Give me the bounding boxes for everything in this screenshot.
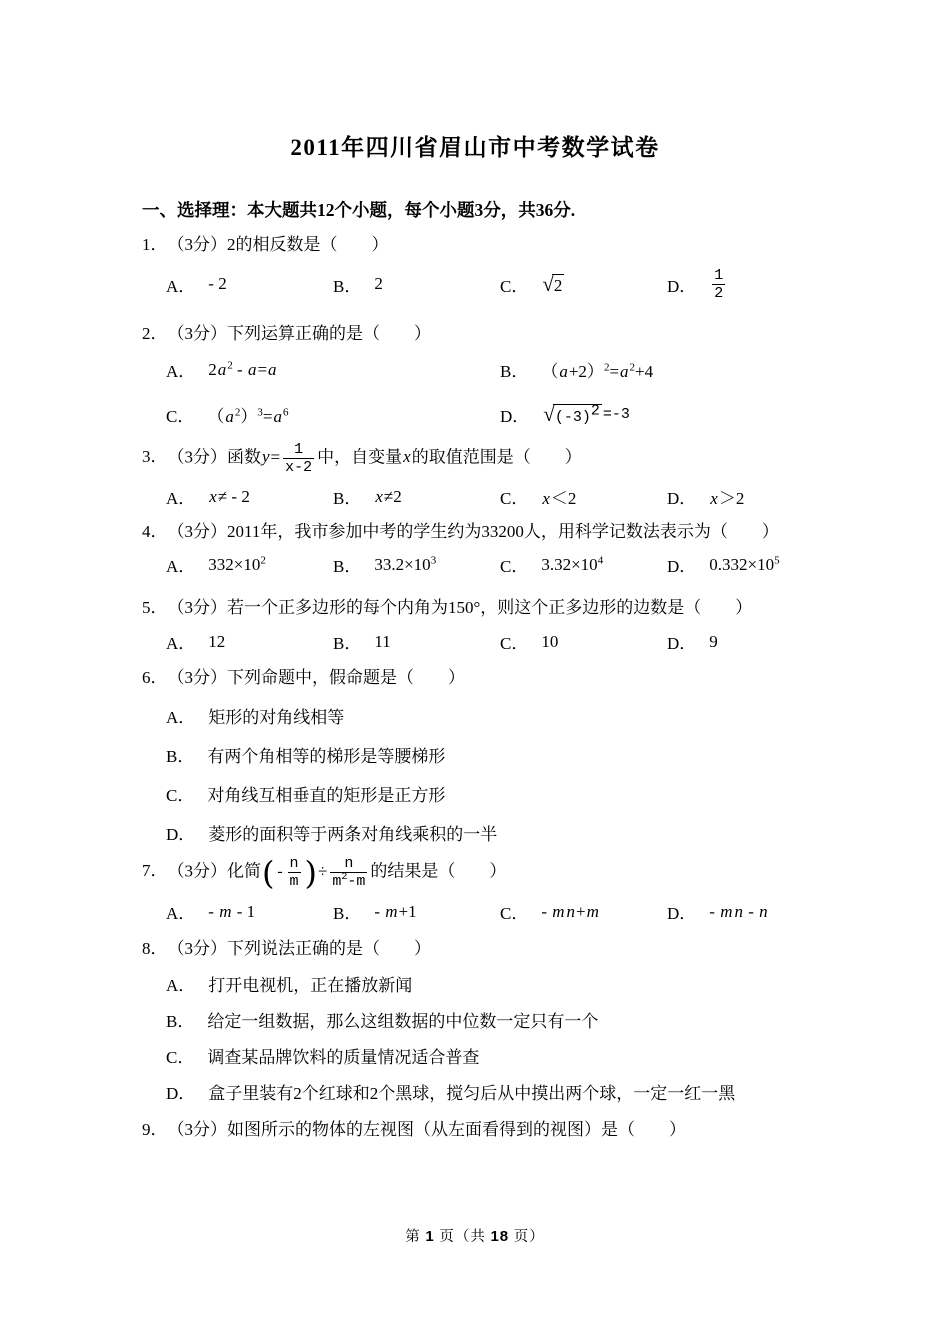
text-span: n [734, 901, 743, 921]
text-span: m [332, 873, 342, 890]
question-number: 8． [142, 939, 168, 958]
option-C [500, 272, 667, 297]
text-span: 2 [629, 361, 636, 374]
text-span: = [262, 407, 273, 426]
option-label: A． [166, 708, 196, 727]
text-span: = [257, 359, 268, 379]
option-label: B． [333, 557, 362, 576]
option-content [208, 632, 225, 652]
text-span: ＞2 [718, 489, 745, 508]
question-stem [142, 233, 870, 256]
text-span: ) [304, 853, 317, 892]
text-span: (-3) [554, 408, 591, 426]
option-A [166, 971, 870, 996]
option-content [541, 357, 653, 382]
question-5 [142, 596, 870, 654]
text-span: ( [262, 853, 275, 892]
question-stem [142, 441, 870, 476]
text-span: n [344, 855, 354, 872]
text-span [283, 441, 314, 458]
option-B [333, 272, 500, 297]
option-B [500, 357, 834, 382]
text-span: - 1 [232, 901, 256, 921]
text-span: x [403, 447, 411, 467]
text-span: - [541, 901, 552, 921]
option-content [541, 632, 558, 652]
page-footer [0, 1225, 950, 1246]
text-span: x [710, 489, 718, 508]
option-content [709, 902, 768, 922]
document-title: 2011年四川省眉山市中考数学试卷 [290, 135, 660, 160]
text-span: 2 [260, 553, 266, 566]
text-span: ） [240, 407, 258, 426]
question-number: 1． [142, 235, 168, 254]
text-span: =-3 [602, 405, 630, 423]
text-span: 2 [553, 275, 563, 295]
footer-prefix: 第 [405, 1229, 426, 1245]
text-span [712, 284, 725, 302]
text-span: （3分）2011年，我市参加中考的学生约为33200人，用科学记数法表示为（ ） [167, 522, 779, 541]
question-list [0, 233, 950, 1141]
text-span: - [275, 864, 285, 882]
option-label: D． [166, 1084, 196, 1103]
option-label: D． [667, 557, 697, 576]
option-content [208, 708, 344, 727]
option-D [500, 402, 834, 427]
option-label: D． [667, 276, 697, 296]
question-number: 6． [142, 668, 168, 687]
text-span: m [289, 873, 299, 890]
option-content [374, 555, 436, 575]
text-span: 6 [282, 406, 289, 419]
option-A [166, 629, 333, 654]
question-7 [142, 855, 870, 924]
option-label: A． [166, 362, 196, 381]
text-span: - [208, 901, 219, 921]
question-number: 3． [142, 447, 168, 467]
text-span: - [232, 359, 247, 379]
question-stem [142, 596, 870, 619]
text-span: 33.2×10 [374, 554, 431, 574]
text-span: ÷ [318, 861, 328, 881]
option-content [374, 487, 401, 507]
option-content [208, 1084, 735, 1103]
text-span: m [586, 901, 599, 921]
option-label: B． [333, 904, 362, 923]
option-A [166, 357, 500, 382]
text-span: + [576, 901, 586, 921]
option-label: C． [500, 904, 529, 923]
text-span: 的结果是（ ） [370, 861, 507, 881]
text-span: = [270, 447, 281, 467]
option-content [208, 487, 250, 507]
text-span: 11 [374, 631, 391, 651]
option-C [166, 402, 500, 427]
option-A [166, 552, 333, 577]
text-span: （ [541, 362, 559, 381]
page-number: 1 [425, 1228, 435, 1245]
option-content [541, 902, 600, 922]
question-7-options [142, 899, 870, 924]
radical-sign-icon: √ [542, 271, 554, 296]
footer-mid: 页（共 [434, 1229, 491, 1245]
option-content [541, 555, 603, 575]
option-content [542, 403, 630, 427]
option-label: C． [166, 786, 195, 805]
text-span [330, 872, 367, 890]
question-number: 9． [142, 1120, 168, 1139]
question-stem [142, 666, 870, 689]
option-label: D． [667, 904, 697, 923]
option-content [709, 267, 728, 302]
option-B [333, 552, 500, 577]
text-span: 2 [227, 358, 233, 371]
text-span: （3分）2的相反数是（ ） [167, 235, 389, 254]
option-label: D． [667, 634, 697, 653]
question-9 [142, 1118, 870, 1141]
text-span: （3分）若一个正多边形的每个内角为150°，则这个正多边形的边数是（ ） [167, 598, 753, 617]
text-span: ≠2 [383, 486, 402, 506]
total-pages: 18 [490, 1228, 510, 1245]
radical [543, 401, 602, 427]
text-span: 打开电视机，正在播放新闻 [208, 976, 413, 995]
option-C [166, 781, 870, 806]
section-heading: 一、选择理：本大题共12个小题，每个小题3分，共36分. [142, 200, 576, 220]
question-4-options [142, 552, 870, 577]
text-span: 2 [714, 284, 724, 302]
option-label: B． [333, 489, 362, 508]
text-span: 3 [430, 553, 437, 566]
option-label: B． [333, 634, 362, 653]
fraction [330, 855, 367, 890]
text-span: 盒子里装有2个红球和2个黑球，搅匀后从中摸出两个球，一定一红一黑 [208, 1084, 736, 1103]
fraction [283, 441, 314, 476]
text-span: 对角线互相垂直的矩形是正方形 [207, 786, 446, 805]
text-span: 1 [714, 266, 724, 284]
option-content [208, 825, 497, 844]
option-content [709, 555, 779, 575]
fraction [712, 267, 725, 302]
text-span: 2 [208, 359, 217, 379]
option-B [166, 742, 870, 767]
option-A [166, 899, 333, 924]
question-number: 7． [142, 861, 168, 881]
text-span: - [743, 901, 759, 921]
text-span: a [273, 407, 282, 426]
option-content [709, 632, 718, 652]
text-span [330, 855, 367, 872]
option-B [166, 1007, 870, 1032]
text-span: 12 [208, 631, 226, 651]
text-span: 5 [774, 553, 780, 566]
question-4 [142, 520, 870, 577]
option-D [667, 267, 834, 302]
option-content [207, 402, 288, 427]
option-content [374, 902, 416, 922]
text-span: a [559, 362, 568, 381]
option-content [541, 273, 565, 296]
option-label: C． [166, 1048, 195, 1067]
question-1-options [142, 262, 870, 306]
question-8-options [142, 971, 870, 1104]
text-span: m [720, 901, 733, 921]
option-content [207, 1012, 598, 1031]
option-label: C． [500, 557, 529, 576]
question-number: 2． [142, 324, 168, 343]
option-label: A． [166, 634, 196, 653]
radical-sign-icon: √ [543, 401, 555, 426]
option-label: D． [500, 407, 530, 426]
text-span: （3分）化简 [167, 861, 261, 881]
option-content [208, 274, 226, 294]
option-label: B． [500, 362, 529, 381]
text-span: a [247, 359, 257, 379]
question-5-options [142, 629, 870, 654]
option-D [166, 1079, 870, 1104]
option-D [667, 552, 834, 577]
text-span: a [620, 362, 629, 381]
option-B [333, 629, 500, 654]
option-label: B． [166, 747, 195, 766]
option-C [166, 1043, 870, 1068]
text-span: 1 [294, 441, 304, 458]
text-span: 10 [541, 631, 559, 651]
text-span: （ [207, 407, 225, 426]
question-stem [142, 520, 870, 543]
option-label: D． [667, 489, 697, 508]
option-label: C． [500, 634, 529, 653]
question-3 [142, 441, 870, 509]
text-span: 3.32×10 [541, 554, 598, 574]
text-span: x [375, 486, 383, 506]
option-content [208, 360, 277, 380]
question-6-options [142, 703, 870, 845]
text-span: 菱形的面积等于两条对角线乘积的一半 [208, 825, 498, 844]
option-C [500, 484, 667, 509]
question-8 [142, 937, 870, 1104]
option-label: A． [166, 557, 196, 576]
option-A [166, 703, 870, 728]
text-span: a [217, 359, 227, 379]
option-label: B． [333, 276, 362, 296]
option-C [500, 552, 667, 577]
text-span: m [552, 901, 565, 921]
text-span: 2 [374, 274, 383, 293]
text-span: 2 [234, 406, 241, 419]
text-span: - [374, 901, 385, 921]
option-label: D． [166, 825, 196, 844]
text-span: a [268, 359, 277, 379]
option-content [208, 902, 255, 922]
question-stem [142, 855, 870, 890]
text-span: y [262, 447, 270, 467]
option-D [667, 484, 834, 509]
text-span: n [759, 901, 768, 921]
text-span: （3分）下列命题中，假命题是（ ） [167, 668, 465, 687]
text-span: 的取值范围是（ ） [411, 447, 582, 467]
option-label: A． [166, 489, 196, 508]
option-label: C． [500, 276, 529, 296]
text-span: 2 [590, 402, 600, 420]
text-span: 4 [597, 553, 604, 566]
text-span: - [709, 901, 720, 921]
option-label: C． [500, 489, 529, 508]
text-span: m [219, 901, 232, 921]
text-span [712, 267, 725, 284]
question-number: 5． [142, 598, 168, 617]
text-span: ≠ - 2 [217, 486, 250, 506]
text-span: m [385, 901, 398, 921]
text-span: +4 [635, 362, 654, 381]
text-span: ＜2 [550, 489, 577, 508]
option-content [374, 632, 390, 652]
option-label: A． [166, 276, 196, 296]
text-span: （3分）如图所示的物体的左视图（从左面看得到的视图）是（ ） [167, 1120, 686, 1139]
text-span: 中，自变量 [317, 447, 403, 467]
radical [542, 271, 564, 296]
footer-suffix: 页） [509, 1229, 545, 1245]
question-stem [142, 322, 870, 345]
option-label: A． [166, 976, 196, 995]
option-B [333, 899, 500, 924]
text-span: 2 [341, 872, 348, 883]
text-span: 2 [603, 361, 610, 374]
text-span [552, 274, 565, 296]
text-span: （3分）下列说法正确的是（ ） [167, 939, 431, 958]
text-span: 332×10 [208, 554, 261, 574]
text-span: 0.332×10 [709, 554, 775, 574]
text-span: = [609, 362, 620, 381]
fraction [288, 855, 301, 890]
option-content [208, 555, 266, 575]
option-D [667, 629, 834, 654]
text-span: - 2 [208, 274, 227, 293]
text-span: -m [347, 873, 366, 890]
question-stem [142, 1118, 870, 1141]
option-D [667, 899, 834, 924]
text-span: （3分）下列运算正确的是（ ） [167, 324, 431, 343]
text-span [283, 458, 314, 476]
question-stem [142, 937, 870, 960]
text-span: 给定一组数据，那么这组数据的中位数一定只有一个 [207, 1012, 599, 1031]
question-2-options [142, 357, 870, 427]
option-label: A． [166, 904, 196, 923]
option-C [500, 629, 667, 654]
option-content [207, 747, 445, 766]
option-A [166, 272, 333, 297]
text-span: 9 [709, 631, 718, 651]
question-2 [142, 322, 870, 427]
question-3-options [142, 484, 870, 509]
option-content [208, 976, 412, 995]
option-C [500, 899, 667, 924]
text-span: +2） [568, 362, 604, 381]
text-span: 3 [257, 406, 263, 419]
text-span: n [289, 855, 299, 872]
text-span [553, 404, 602, 427]
option-content [207, 1048, 479, 1067]
option-label: B． [166, 1012, 195, 1031]
question-1 [142, 233, 870, 306]
text-span: （3分）函数 [167, 447, 261, 467]
text-span: 调查某品牌饮料的质量情况适合普查 [207, 1048, 480, 1067]
text-span [288, 872, 301, 890]
question-6 [142, 666, 870, 845]
text-span: n [566, 901, 576, 921]
option-B [333, 484, 500, 509]
option-content [374, 274, 383, 294]
option-A [166, 484, 333, 509]
option-label: C． [166, 407, 195, 426]
question-number: 4． [142, 522, 168, 541]
option-D [166, 820, 870, 845]
option-content [207, 786, 445, 805]
text-span: x [209, 486, 217, 506]
text-span [288, 855, 301, 872]
text-span: 矩形的对角线相等 [208, 708, 345, 727]
text-span: +1 [398, 901, 417, 921]
text-span: x [542, 489, 550, 508]
option-content [709, 484, 744, 509]
text-span: 有两个角相等的梯形是等腰梯形 [207, 747, 446, 766]
text-span: a [225, 407, 234, 426]
option-content [541, 484, 576, 509]
text-span: x-2 [285, 459, 313, 476]
